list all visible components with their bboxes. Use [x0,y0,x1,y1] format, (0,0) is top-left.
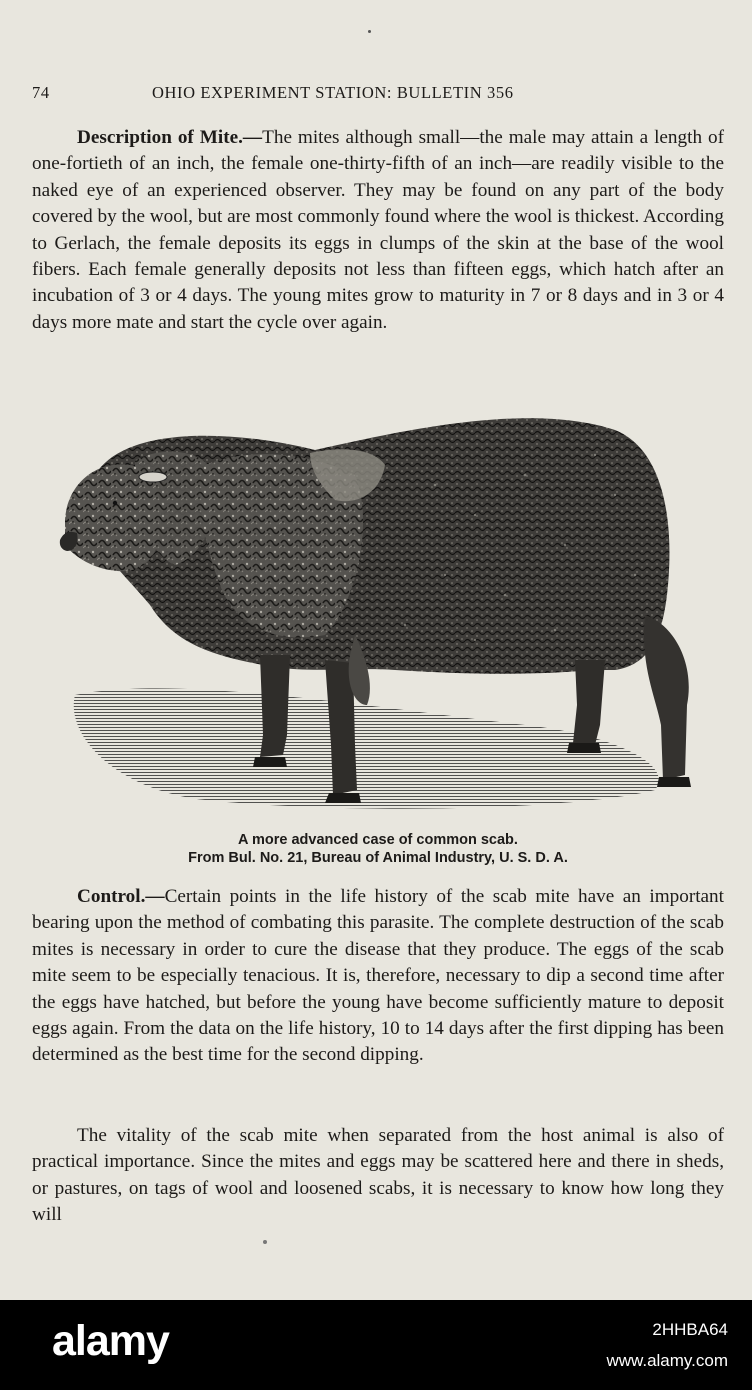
page-header [32,83,712,105]
ink-speck [263,1240,267,1244]
figure-caption-title: A more advanced case of common scab. [238,832,518,848]
paragraph-text: The mites although small—the male may attain a length of one-fortieth of an inch, the female one-thirty-fifth of an inch—are readily visible to the naked eye of an experienced observer. They may be found on any part of the body covered by the wool, but are most commonly found where the wool is thickest. According to Gerlach, the female deposits its eggs in clumps of the skin at the base of the wool fibers. Each female generally deposits not less than fifteen eggs, which hatch after an incubation of 3 or 4 days. The young mites grow to maturity in 7 or 8 days and in 3 or 4 days more mate and start the cycle over again. [32,127,724,333]
ink-speck [368,30,371,33]
sheep-engraving [55,405,705,825]
paragraph-description-of-mite [32,125,724,336]
paragraph-vitality: The vitality of the scab mite when separated from the host animal is also of practical importance. Since the mites and eggs may be scattered here and there in sheds, or pastures, on tags of wool and loosened scabs, it is necessary to know how long they will [32,1125,724,1226]
page-number: 74 [32,83,50,102]
watermark-banner [0,1300,752,1390]
paragraph-text: Certain points in the life history of the scab mite have an important bearing upon the method of combating this parasite. The complete destruction of the scab mites is necessary in order to cure the disease that they produce. The eggs of the scab mite seem to be especially tenacious. It is, therefore, necessary to dip a second time after the eggs have hatched, but before the young have become sufficiently mature to deposit eggs again. From the data on the life history, 10 to 14 days after the first dipping has been determined as the best time for the second dipping. [32,886,724,1066]
sheep-illustration [55,405,705,825]
site-url: www.alamy.com [606,1351,728,1370]
figure-caption-source: From Bul. No. 21, Bureau of Animal Industry, U. S. D. A. [188,850,568,866]
image-id: 2HHBA64 [652,1320,728,1339]
paragraph-control [32,884,724,1069]
alamy-logo: alamy [52,1317,169,1365]
section-heading-description: Description of Mite.— [77,127,263,148]
running-head: OHIO EXPERIMENT STATION: BULLETIN 356 [152,83,514,102]
section-heading-control: Control.— [77,886,165,907]
